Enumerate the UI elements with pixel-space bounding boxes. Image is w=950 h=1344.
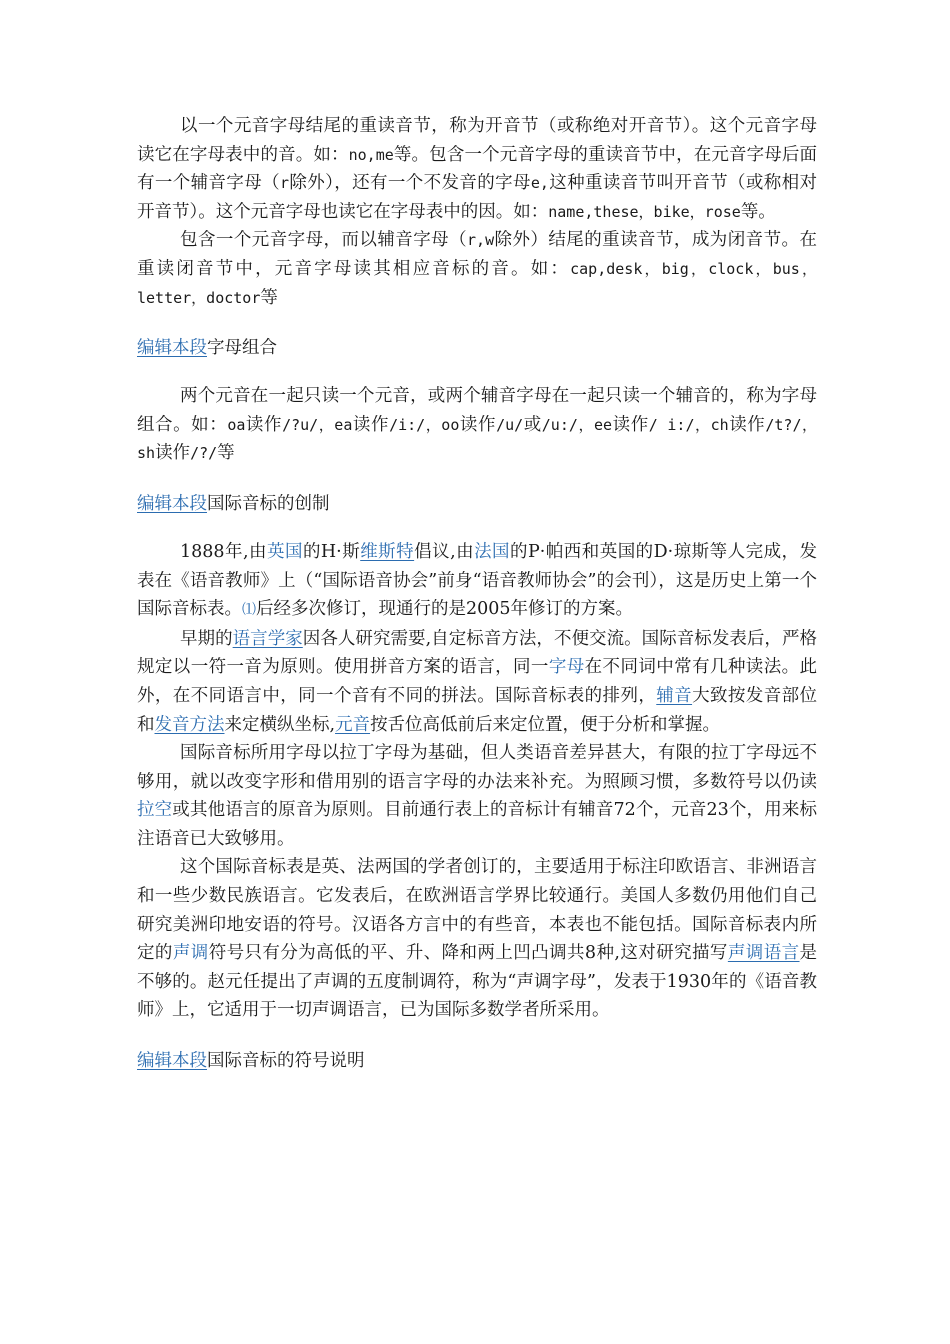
document-body	[137, 112, 817, 1075]
link-consonant[interactable]: 辅音	[656, 685, 693, 706]
section-heading-letter-combination	[137, 334, 817, 362]
link-britain[interactable]: 英国	[267, 541, 303, 562]
link-france[interactable]: 法国	[474, 541, 511, 562]
section-title: 字母组合	[207, 338, 277, 359]
paragraph-letter-combination: 两个元音在一起只读一个元音，或两个辅音字母在一起只读一个辅音的，称为字母组合。如：oa读作/?u/，ea读作/i:/，oo读作/u/或/u:/，ee读作/ i:/，ch读作/t?/，sh读作/?/等	[137, 386, 818, 464]
link-letter[interactable]: 字母	[548, 657, 585, 678]
link-latin[interactable]: 拉空	[137, 800, 173, 821]
link-manner-of-articulation[interactable]: 发音方法	[154, 714, 225, 735]
link-vowel[interactable]: 元音	[335, 714, 371, 735]
edit-section-link[interactable]: 编辑本段	[137, 338, 207, 359]
section-heading-ipa-creation	[137, 490, 817, 518]
edit-section-link[interactable]: 编辑本段	[137, 493, 207, 514]
section-title: 国际音标的创制	[207, 493, 330, 514]
link-tone[interactable]: 声调	[172, 943, 209, 964]
paragraph-ipa-usage: 这个国际音标表是英、法两国的学者创订的，主要适用于标注印欧语言、非洲语言和一些少数民族语言。它发表后，在欧洲语言学界比较通行。美国人多数仍用他们自己研究美洲印地安语的符号。汉语各方言中的有些音，本表也不能包括。国际音标表内所定的声调符号只有分为高低的平、升、降和两上凹凸调共8种,这对研究描写声调语言是不够的。赵元任提出了声调的五度制调符，称为“声调字母”，发表于1930年的《语音教师》上，它适用于一切声调语言，已为国际多数学者所采用。	[137, 857, 818, 1021]
link-linguist[interactable]: 语言学家	[232, 628, 303, 649]
paragraph-open-syllable: 以一个元音字母结尾的重读音节，称为开音节（或称绝对开音节）。这个元音字母读它在字母表中的音。如：no,me等。包含一个元音字母的重读音节中，在元音字母后面有一个辅音字母（r除外），还有一个不发音的字母e,这种重读音节叫开音节（或称相对开音节）。这个元音字母也读它在字母表中的因。如：name,these，bike，rose等。	[137, 116, 818, 222]
link-tonal-language[interactable]: 声调语言	[727, 943, 800, 964]
paragraph-closed-syllable: 包含一个元音字母，而以辅音字母（r,w除外）结尾的重读音节，成为闭音节。在重读闭音节中，元音字母读其相应音标的音。如：cap,desk，big，clock，bus，letter，doctor等	[137, 230, 817, 308]
paragraph-ipa-letters: 国际音标所用字母以拉丁字母为基础，但人类语音差异甚大，有限的拉丁字母远不够用，就以改变字形和借用别的语言字母的办法来补充。为照顾习惯，多数符号以仍读拉空或其他语言的原音为原则。目前通行表上的音标计有辅音72个，元音23个，用来标注语音已大致够用。	[137, 743, 817, 849]
link-sweet[interactable]: 维斯特	[360, 541, 415, 562]
paragraph-ipa-principle: 早期的语言学家因各人研究需要,自定标音方法，不便交流。国际音标发表后，严格规定以一符一音为原则。使用拼音方案的语言，同一字母在不同词中常有几种读法。此外，在不同语言中，同一个音有不同的拼法。国际音标表的排列，辅音大致按发音部位和发音方法来定横纵坐标,元音按舌位高低前后来定位置，便于分析和掌握。	[137, 628, 818, 735]
section-title: 国际音标的符号说明	[207, 1051, 365, 1072]
section-heading-ipa-symbols	[137, 1047, 817, 1075]
reference-marker[interactable]: ⑴	[242, 602, 256, 619]
edit-section-link[interactable]: 编辑本段	[137, 1051, 207, 1072]
paragraph-ipa-history: 1888年,由英国的H·斯维斯特倡议,由法国的P·帕西和英国的D·琼斯等人完成，发表在《语音教师》上（“国际语音协会”前身“语音教师协会”的会刊），这是历史上第一个国际音标表。⑴后经多次修订，现通行的是2005年修订的方案。	[137, 541, 818, 620]
